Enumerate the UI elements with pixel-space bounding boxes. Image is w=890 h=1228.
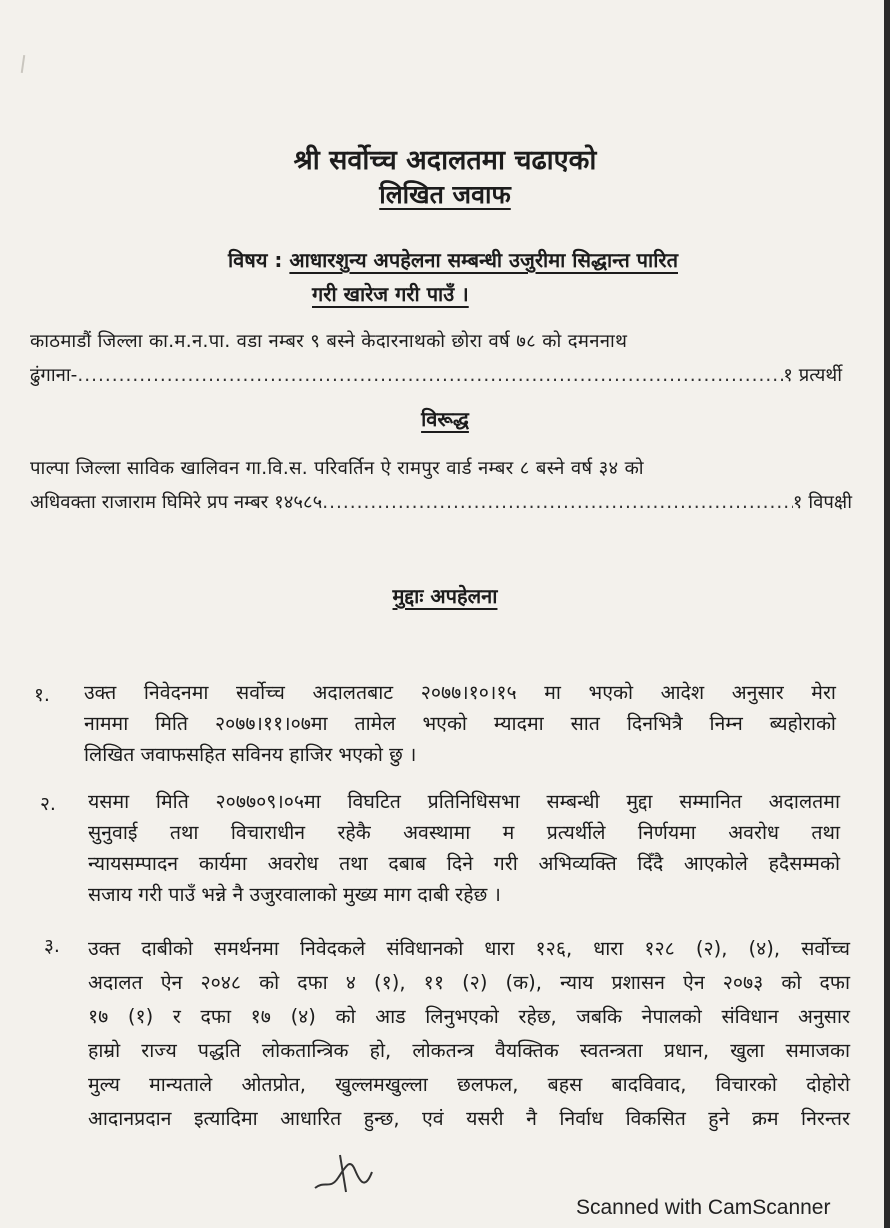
leader-dots	[77, 365, 783, 386]
paragraph-3-line: हाम्रो राज्य पद्धति लोकतान्त्रिक हो, लोकतन्त्र वैयक्तिक स्वतन्त्रता प्रधान, खुला समाजका	[88, 1039, 850, 1062]
paragraph-1-line: लिखित जवाफसहित सविनय हाजिर भएको छु ।	[84, 743, 417, 766]
subject-label: विषय :	[228, 248, 283, 272]
paragraph-2-line: सजाय गरी पाउँ भन्ने नै उजुरवालाको मुख्य माग दाबी रहेछ ।	[88, 883, 501, 906]
respondent-role: १ प्रत्यर्थी	[783, 365, 842, 386]
paragraph-2	[88, 786, 840, 910]
paragraph-2-line: यसमा मिति २०७७०९।०५मा विघटित प्रतिनिधिसभा सम्बन्धी मुद्दा सम्मानित अदालतमा	[88, 790, 840, 813]
case-label-text: मुद्दाः अपहेलना	[392, 584, 498, 608]
paragraph-3-line: उक्त दाबीको समर्थनमा निवेदकले संविधानको धारा १२६, धारा १२८ (२), (४), सर्वोच्च	[88, 937, 850, 960]
paragraph-1-line: उक्त निवेदनमा सर्वोच्च अदालतबाट २०७७।१०।१५ मा भएको आदेश अनुसार मेरा	[84, 681, 836, 704]
subject-line-1	[228, 243, 678, 277]
document-subtitle	[0, 177, 890, 211]
respondent-line-2	[30, 362, 842, 387]
paragraph-1-line: नाममा मिति २०७७।११।०७मा तामेल भएको म्यादमा सात दिनभित्रै निम्न ब्यहोराको	[84, 712, 836, 735]
paragraph-3-line: अदालत ऐन २०४८ को दफा ४ (१), ११ (२) (क), न्याय प्रशासन ऐन २०७३ को दफा	[88, 971, 850, 994]
subject-line-2: गरी खारेज गरी पाउँ ।	[312, 282, 469, 306]
case-heading	[0, 582, 890, 609]
leader-dots	[322, 492, 793, 513]
document-subtitle-text: लिखित जवाफ	[379, 180, 511, 209]
paragraph-3	[88, 932, 850, 1136]
paragraph-3-line: आदानप्रदान इत्यादिमा आधारित हुन्छ, एवं यसरी नै निर्वाध विकसित हुने क्रम निरन्तर	[88, 1107, 850, 1130]
versus-text: विरूद्ध	[421, 407, 469, 431]
paragraph-2-number: २.	[40, 793, 56, 815]
paragraph-3-number: ३.	[44, 935, 60, 957]
petitioner-line-1: पाल्पा जिल्ला साविक खालिवन गा.वि.स. परिवर्तिन ऐ रामपुर वार्ड नम्बर ८ बस्ने वर्ष ३४ को	[30, 458, 644, 479]
petitioner-line-2	[30, 489, 852, 514]
camscanner-watermark: Scanned with CamScanner	[576, 1196, 831, 1219]
paragraph-1-number: १.	[34, 684, 50, 706]
paragraph-3-line: १७ (१) र दफा १७ (४) को आड लिनुभएको रहेछ, जबकि नेपालको संविधान अनुसार	[88, 1005, 850, 1028]
pen-mark	[21, 55, 25, 73]
paragraph-2-line: न्यायसम्पादन कार्यमा अवरोध तथा दबाब दिने गरी अभिव्यक्ति दिँदै आएकोले हदैसम्मको	[88, 852, 840, 875]
document-title-text: श्री सर्वोच्च अदालतमा चढाएको	[293, 145, 597, 176]
subject-block	[228, 243, 678, 311]
document-title	[0, 140, 890, 177]
paragraph-3-line: मुल्य मान्यताले ओतप्रोत, खुल्लमखुल्ला छलफल, बहस बादविवाद, विचारको दोहोरो	[88, 1073, 850, 1096]
subject-text-1: आधारशुन्य अपहेलना सम्बन्धी उजुरीमा सिद्धान्त पारित	[289, 248, 678, 272]
paragraph-2-line: सुनुवाई तथा विचाराधीन रहेकै अवस्थामा म प्रत्यर्थीले निर्णयमा अवरोध तथा	[88, 821, 840, 844]
versus-heading	[0, 405, 890, 432]
petitioner-name-end: अधिवक्ता राजाराम घिमिरे प्रप नम्बर १४५८५	[30, 492, 323, 513]
respondent-name-end: ढुंगाना-	[30, 365, 78, 386]
paragraph-1	[84, 677, 836, 770]
respondent-line-1: काठमाडौं जिल्ला का.म.न.पा. वडा नम्बर ९ बस्ने केदारनाथको छोरा वर्ष ७८ को दमननाथ	[30, 331, 628, 352]
petitioner-role: १ विपक्षी	[792, 492, 852, 513]
handwritten-initials	[310, 1150, 380, 1195]
